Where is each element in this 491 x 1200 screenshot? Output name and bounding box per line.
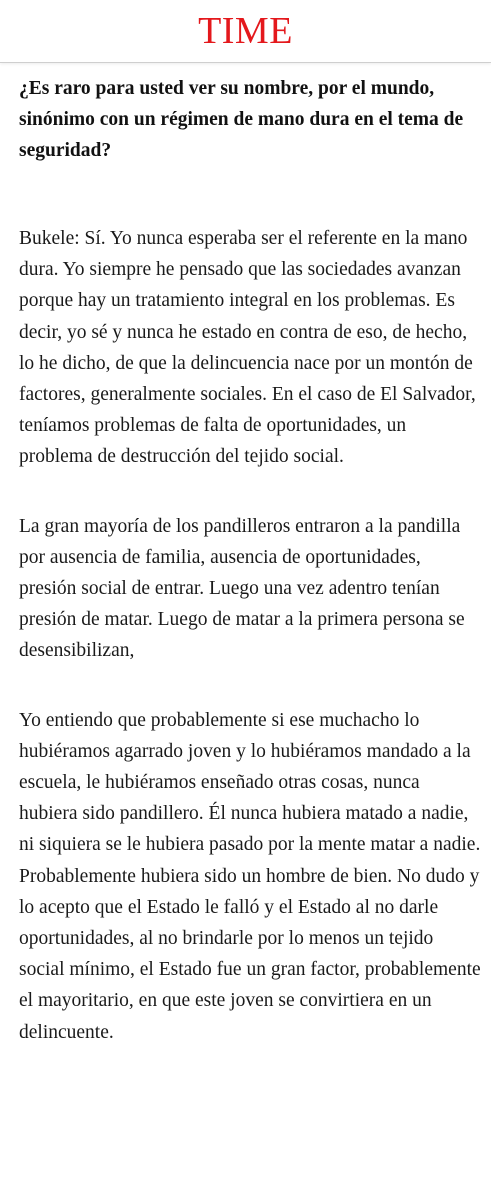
site-header (0, 0, 491, 63)
spacer (19, 473, 481, 511)
time-logo[interactable]: TIME (198, 10, 293, 52)
answer-paragraph-1: Bukele: Sí. Yo nunca esperaba ser el referente en la mano dura. Yo siempre he pensado que las sociedades avanzan porque hay un tratamiento integral en los problemas. Es decir, yo sé y nunca he estado en contra de eso, de hecho, lo he dicho, de que la delincuencia nace por un montón de factores, generalmente sociales. En el caso de El Salvador, teníamos problemas de falta de oportunidades, un problema de destrucción del tejido social. (19, 228, 476, 468)
article-body (19, 73, 481, 1048)
interview-question: ¿Es raro para usted ver su nombre, por el mundo, sinónimo con un régimen de mano dura en el tema de seguridad? (19, 78, 464, 161)
answer-paragraph-2: La gran mayoría de los pandilleros entraron a la pandilla por ausencia de familia, ausencia de oportunidades, presión social de entrar. Luego una vez adentro tenían presión de matar. Luego de matar a la primera persona se desensibilizan, (19, 515, 465, 662)
answer-paragraph-3: Yo entiendo que probablemente si ese muchacho lo hubiéramos agarrado joven y lo hubiéramos mandado a la escuela, le hubiéramos enseñado otras cosas, nunca hubiera sido pandillero. Él nunca hubiera matado a nadie, ni siquiera se le hubiera pasado por la mente matar a nadie. Probablemente hubiera sido un hombre de bien. No dudo y lo acepto que el Estado le falló y el Estado al no darle oportunidades, al no brindarle por lo menos un tejido social mínimo, el Estado fue un gran factor, probablemente el mayoritario, en que este joven se convirtiera en un delincuente. (19, 709, 481, 1043)
spacer (19, 667, 481, 705)
spacer (19, 166, 481, 223)
